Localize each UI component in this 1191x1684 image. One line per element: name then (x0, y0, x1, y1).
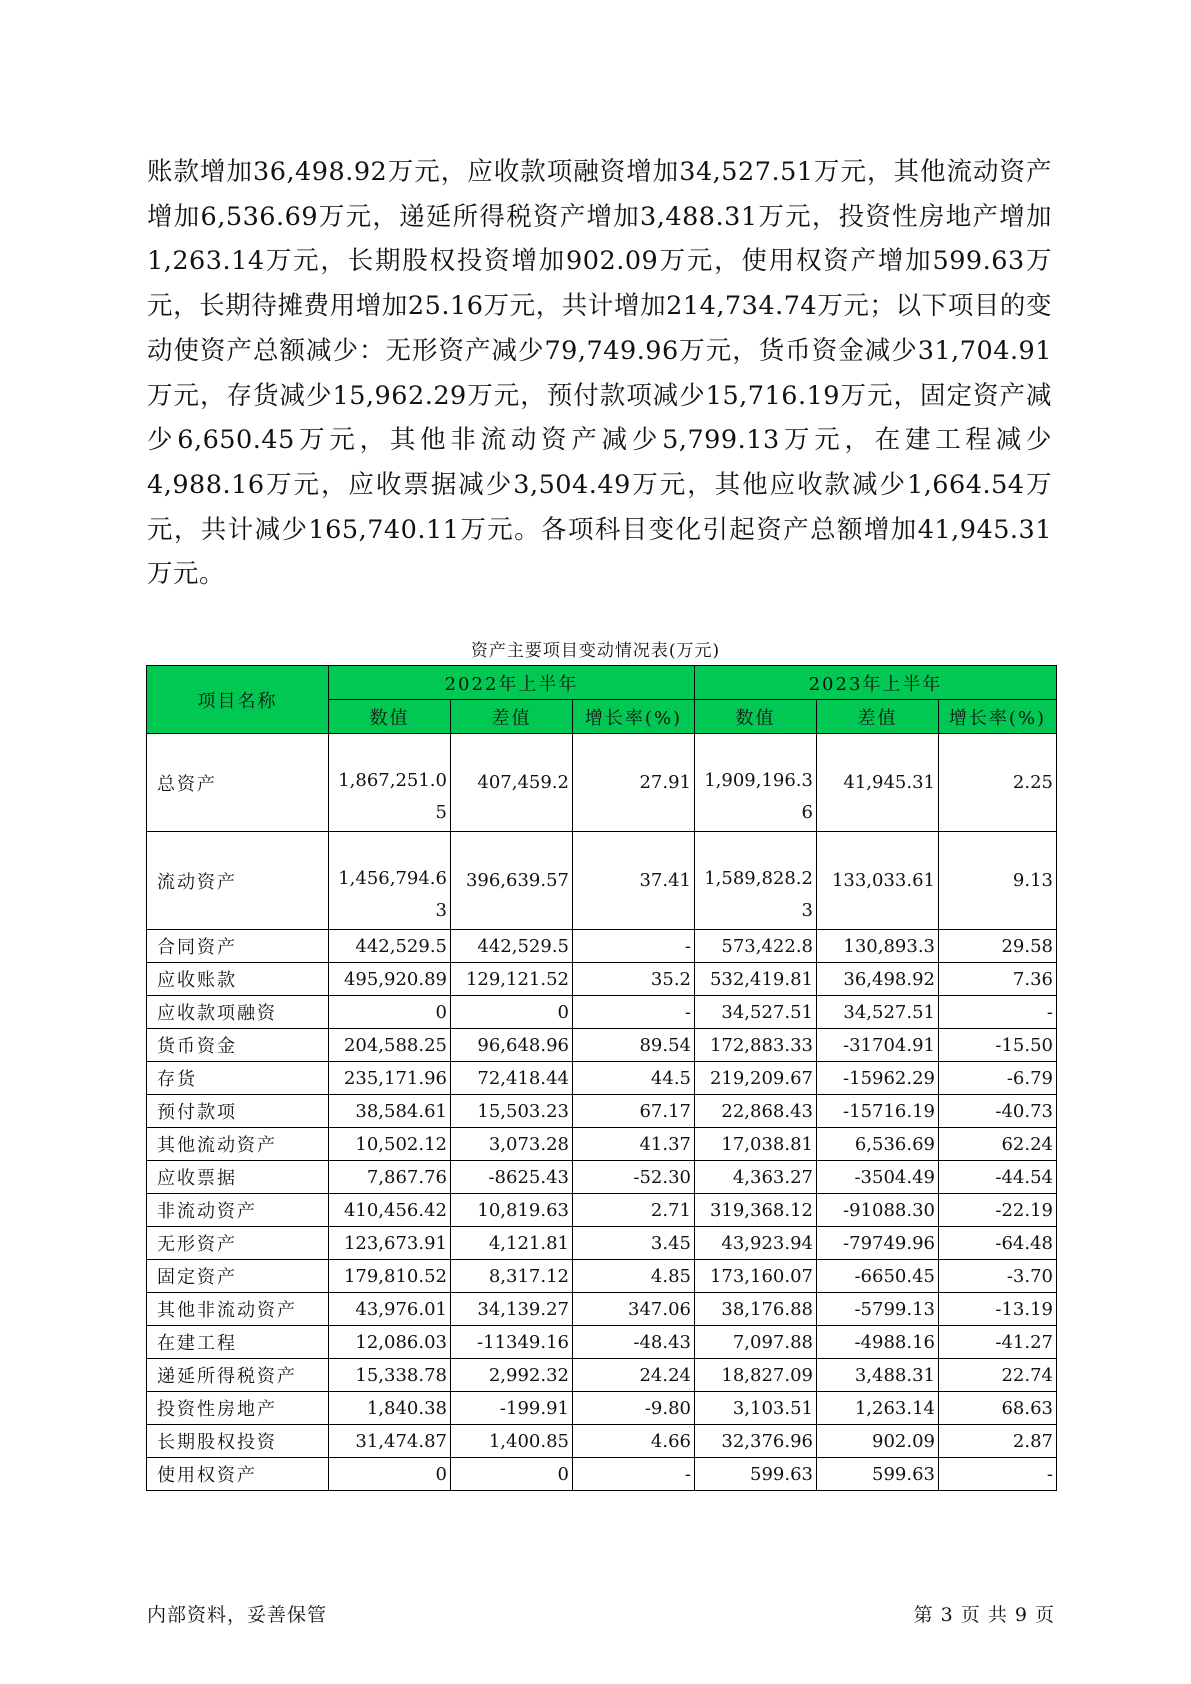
item-name-cell: 递延所得税资产 (147, 1359, 329, 1392)
header-period-2022: 2022年上半年 (329, 666, 695, 700)
table-row (147, 930, 1057, 963)
table-header-row-1 (147, 666, 1057, 700)
diff-2022-cell: 8,317.12 (451, 1260, 573, 1293)
item-name-cell: 在建工程 (147, 1326, 329, 1359)
diff-2023-cell: 36,498.92 (817, 963, 939, 996)
value-2022-cell: 1,867,251.05 (329, 734, 451, 832)
table-row (147, 1161, 1057, 1194)
paragraph-text: 账款增加36,498.92万元，应收款项融资增加34,527.51万元，其他流动资产增加6,536.69万元，递延所得税资产增加3,488.31万元，投资性房地产增加1,263.14万元，长期股权投资增加902.09万元，使用权资产增加599.63万元，长期待摊费用增加25.16万元，共计增加214,734.74万元；以下项目的变动使资产总额减少：无形资产减少79,749.96万元，货币资金减少31,704.91万元，存货减少15,962.29万元，预付款项减少15,716.19万元，固定资产减少6,650.45万元，其他非流动资产减少5,799.13万元，在建工程减少4,988.16万元，应收票据减少3,504.49万元，其他应收款减少1,664.54万元，共计减少165,740.11万元。各项科目变化引起资产总额增加41,945.31万元。 (147, 157, 1052, 590)
rate-2023-cell: - (939, 996, 1057, 1029)
rate-2023-cell: 29.58 (939, 930, 1057, 963)
table-row (147, 1260, 1057, 1293)
diff-2023-cell: -15962.29 (817, 1062, 939, 1095)
item-name-cell: 货币资金 (147, 1029, 329, 1062)
header-rate-2023: 增长率(%) (939, 700, 1057, 734)
item-name-cell: 无形资产 (147, 1227, 329, 1260)
rate-2022-cell: 27.91 (573, 734, 695, 832)
table-row (147, 1359, 1057, 1392)
diff-2023-cell: -79749.96 (817, 1227, 939, 1260)
diff-2023-cell: -3504.49 (817, 1161, 939, 1194)
diff-2023-cell: -91088.30 (817, 1194, 939, 1227)
diff-2022-cell: 0 (451, 1458, 573, 1491)
table-row (147, 1128, 1057, 1161)
table-row (147, 1194, 1057, 1227)
item-name-cell: 非流动资产 (147, 1194, 329, 1227)
value-2022-cell: 15,338.78 (329, 1359, 451, 1392)
table-row (147, 832, 1057, 930)
value-2023-cell: 532,419.81 (695, 963, 817, 996)
rate-2022-cell: - (573, 996, 695, 1029)
table-body (147, 734, 1057, 1491)
diff-2023-cell: -31704.91 (817, 1029, 939, 1062)
diff-2023-cell: -15716.19 (817, 1095, 939, 1128)
diff-2022-cell: 396,639.57 (451, 832, 573, 930)
table-row (147, 1062, 1057, 1095)
item-name-cell: 存货 (147, 1062, 329, 1095)
value-2022-cell: 0 (329, 996, 451, 1029)
diff-2022-cell: 4,121.81 (451, 1227, 573, 1260)
rate-2023-cell: -22.19 (939, 1194, 1057, 1227)
rate-2023-cell: 22.74 (939, 1359, 1057, 1392)
table-row (147, 1458, 1057, 1491)
rate-2023-cell: 2.25 (939, 734, 1057, 832)
item-name-cell: 投资性房地产 (147, 1392, 329, 1425)
rate-2023-cell: - (939, 1458, 1057, 1491)
value-2022-cell: 495,920.89 (329, 963, 451, 996)
rate-2023-cell: 9.13 (939, 832, 1057, 930)
value-2023-cell: 219,209.67 (695, 1062, 817, 1095)
table-row (147, 963, 1057, 996)
value-2022-cell: 442,529.5 (329, 930, 451, 963)
value-2023-cell: 1,909,196.36 (695, 734, 817, 832)
rate-2022-cell: 37.41 (573, 832, 695, 930)
diff-2023-cell: -4988.16 (817, 1326, 939, 1359)
item-name-cell: 其他流动资产 (147, 1128, 329, 1161)
diff-2023-cell: 6,536.69 (817, 1128, 939, 1161)
diff-2023-cell: 34,527.51 (817, 996, 939, 1029)
value-2022-cell: 43,976.01 (329, 1293, 451, 1326)
rate-2023-cell: -6.79 (939, 1062, 1057, 1095)
item-name-cell: 应收账款 (147, 963, 329, 996)
item-name-cell: 长期股权投资 (147, 1425, 329, 1458)
rate-2022-cell: 44.5 (573, 1062, 695, 1095)
value-2022-cell: 0 (329, 1458, 451, 1491)
diff-2022-cell: 1,400.85 (451, 1425, 573, 1458)
item-name-cell: 应收票据 (147, 1161, 329, 1194)
rate-2022-cell: 35.2 (573, 963, 695, 996)
diff-2022-cell: 96,648.96 (451, 1029, 573, 1062)
rate-2022-cell: - (573, 930, 695, 963)
header-period-2023: 2023年上半年 (695, 666, 1057, 700)
value-2022-cell: 1,456,794.63 (329, 832, 451, 930)
header-value-2023: 数值 (695, 700, 817, 734)
item-name-cell: 应收款项融资 (147, 996, 329, 1029)
value-2022-cell: 7,867.76 (329, 1161, 451, 1194)
table-row (147, 1293, 1057, 1326)
rate-2022-cell: 4.85 (573, 1260, 695, 1293)
diff-2023-cell: 130,893.3 (817, 930, 939, 963)
rate-2023-cell: -41.27 (939, 1326, 1057, 1359)
value-2023-cell: 38,176.88 (695, 1293, 817, 1326)
rate-2022-cell: - (573, 1458, 695, 1491)
header-rate-2022: 增长率(%) (573, 700, 695, 734)
value-2023-cell: 17,038.81 (695, 1128, 817, 1161)
table-row (147, 1326, 1057, 1359)
rate-2022-cell: 41.37 (573, 1128, 695, 1161)
value-2023-cell: 4,363.27 (695, 1161, 817, 1194)
diff-2022-cell: 34,139.27 (451, 1293, 573, 1326)
table-row (147, 1425, 1057, 1458)
table-row (147, 734, 1057, 832)
rate-2022-cell: -9.80 (573, 1392, 695, 1425)
item-name-cell: 固定资产 (147, 1260, 329, 1293)
table-row (147, 1029, 1057, 1062)
diff-2022-cell: 0 (451, 996, 573, 1029)
rate-2022-cell: 24.24 (573, 1359, 695, 1392)
value-2023-cell: 32,376.96 (695, 1425, 817, 1458)
footer-page-number: 第 3 页 共 9 页 (913, 1604, 1055, 1626)
value-2023-cell: 573,422.8 (695, 930, 817, 963)
rate-2023-cell: -15.50 (939, 1029, 1057, 1062)
diff-2023-cell: 3,488.31 (817, 1359, 939, 1392)
rate-2023-cell: -44.54 (939, 1161, 1057, 1194)
item-name-cell: 其他非流动资产 (147, 1293, 329, 1326)
table-row (147, 1227, 1057, 1260)
diff-2022-cell: -8625.43 (451, 1161, 573, 1194)
value-2022-cell: 12,086.03 (329, 1326, 451, 1359)
table-row (147, 1095, 1057, 1128)
body-paragraph (147, 150, 1052, 597)
rate-2022-cell: 2.71 (573, 1194, 695, 1227)
value-2022-cell: 179,810.52 (329, 1260, 451, 1293)
diff-2022-cell: 2,992.32 (451, 1359, 573, 1392)
rate-2023-cell: 2.87 (939, 1425, 1057, 1458)
value-2023-cell: 18,827.09 (695, 1359, 817, 1392)
diff-2022-cell: -11349.16 (451, 1326, 573, 1359)
value-2022-cell: 10,502.12 (329, 1128, 451, 1161)
diff-2022-cell: 407,459.2 (451, 734, 573, 832)
assets-change-table (146, 665, 1057, 1491)
diff-2022-cell: 442,529.5 (451, 930, 573, 963)
table-row (147, 996, 1057, 1029)
rate-2022-cell: 67.17 (573, 1095, 695, 1128)
diff-2022-cell: 10,819.63 (451, 1194, 573, 1227)
item-name-cell: 总资产 (147, 734, 329, 832)
item-name-cell: 合同资产 (147, 930, 329, 963)
value-2022-cell: 31,474.87 (329, 1425, 451, 1458)
footer-confidential-note: 内部资料，妥善保管 (147, 1604, 328, 1626)
rate-2022-cell: -48.43 (573, 1326, 695, 1359)
diff-2023-cell: -6650.45 (817, 1260, 939, 1293)
rate-2022-cell: 347.06 (573, 1293, 695, 1326)
diff-2022-cell: 3,073.28 (451, 1128, 573, 1161)
value-2022-cell: 204,588.25 (329, 1029, 451, 1062)
rate-2023-cell: -3.70 (939, 1260, 1057, 1293)
item-name-cell: 使用权资产 (147, 1458, 329, 1491)
diff-2022-cell: -199.91 (451, 1392, 573, 1425)
value-2023-cell: 22,868.43 (695, 1095, 817, 1128)
value-2023-cell: 43,923.94 (695, 1227, 817, 1260)
item-name-cell: 预付款项 (147, 1095, 329, 1128)
diff-2023-cell: -5799.13 (817, 1293, 939, 1326)
value-2023-cell: 319,368.12 (695, 1194, 817, 1227)
diff-2023-cell: 1,263.14 (817, 1392, 939, 1425)
value-2023-cell: 34,527.51 (695, 996, 817, 1029)
diff-2023-cell: 902.09 (817, 1425, 939, 1458)
diff-2023-cell: 599.63 (817, 1458, 939, 1491)
rate-2023-cell: 7.36 (939, 963, 1057, 996)
header-diff-2022: 差值 (451, 700, 573, 734)
value-2022-cell: 38,584.61 (329, 1095, 451, 1128)
rate-2023-cell: -13.19 (939, 1293, 1057, 1326)
diff-2023-cell: 133,033.61 (817, 832, 939, 930)
table-row (147, 1392, 1057, 1425)
item-name-cell: 流动资产 (147, 832, 329, 930)
diff-2022-cell: 129,121.52 (451, 963, 573, 996)
value-2023-cell: 599.63 (695, 1458, 817, 1491)
table-caption: 资产主要项目变动情况表(万元) (470, 641, 721, 661)
value-2023-cell: 7,097.88 (695, 1326, 817, 1359)
rate-2022-cell: -52.30 (573, 1161, 695, 1194)
value-2023-cell: 1,589,828.23 (695, 832, 817, 930)
rate-2022-cell: 3.45 (573, 1227, 695, 1260)
rate-2023-cell: 68.63 (939, 1392, 1057, 1425)
value-2022-cell: 123,673.91 (329, 1227, 451, 1260)
value-2023-cell: 173,160.07 (695, 1260, 817, 1293)
value-2022-cell: 235,171.96 (329, 1062, 451, 1095)
rate-2023-cell: 62.24 (939, 1128, 1057, 1161)
header-diff-2023: 差值 (817, 700, 939, 734)
diff-2022-cell: 15,503.23 (451, 1095, 573, 1128)
header-item-name: 项目名称 (147, 666, 329, 734)
value-2022-cell: 410,456.42 (329, 1194, 451, 1227)
value-2023-cell: 172,883.33 (695, 1029, 817, 1062)
diff-2023-cell: 41,945.31 (817, 734, 939, 832)
value-2023-cell: 3,103.51 (695, 1392, 817, 1425)
header-value-2022: 数值 (329, 700, 451, 734)
diff-2022-cell: 72,418.44 (451, 1062, 573, 1095)
rate-2022-cell: 89.54 (573, 1029, 695, 1062)
rate-2022-cell: 4.66 (573, 1425, 695, 1458)
value-2022-cell: 1,840.38 (329, 1392, 451, 1425)
rate-2023-cell: -40.73 (939, 1095, 1057, 1128)
rate-2023-cell: -64.48 (939, 1227, 1057, 1260)
